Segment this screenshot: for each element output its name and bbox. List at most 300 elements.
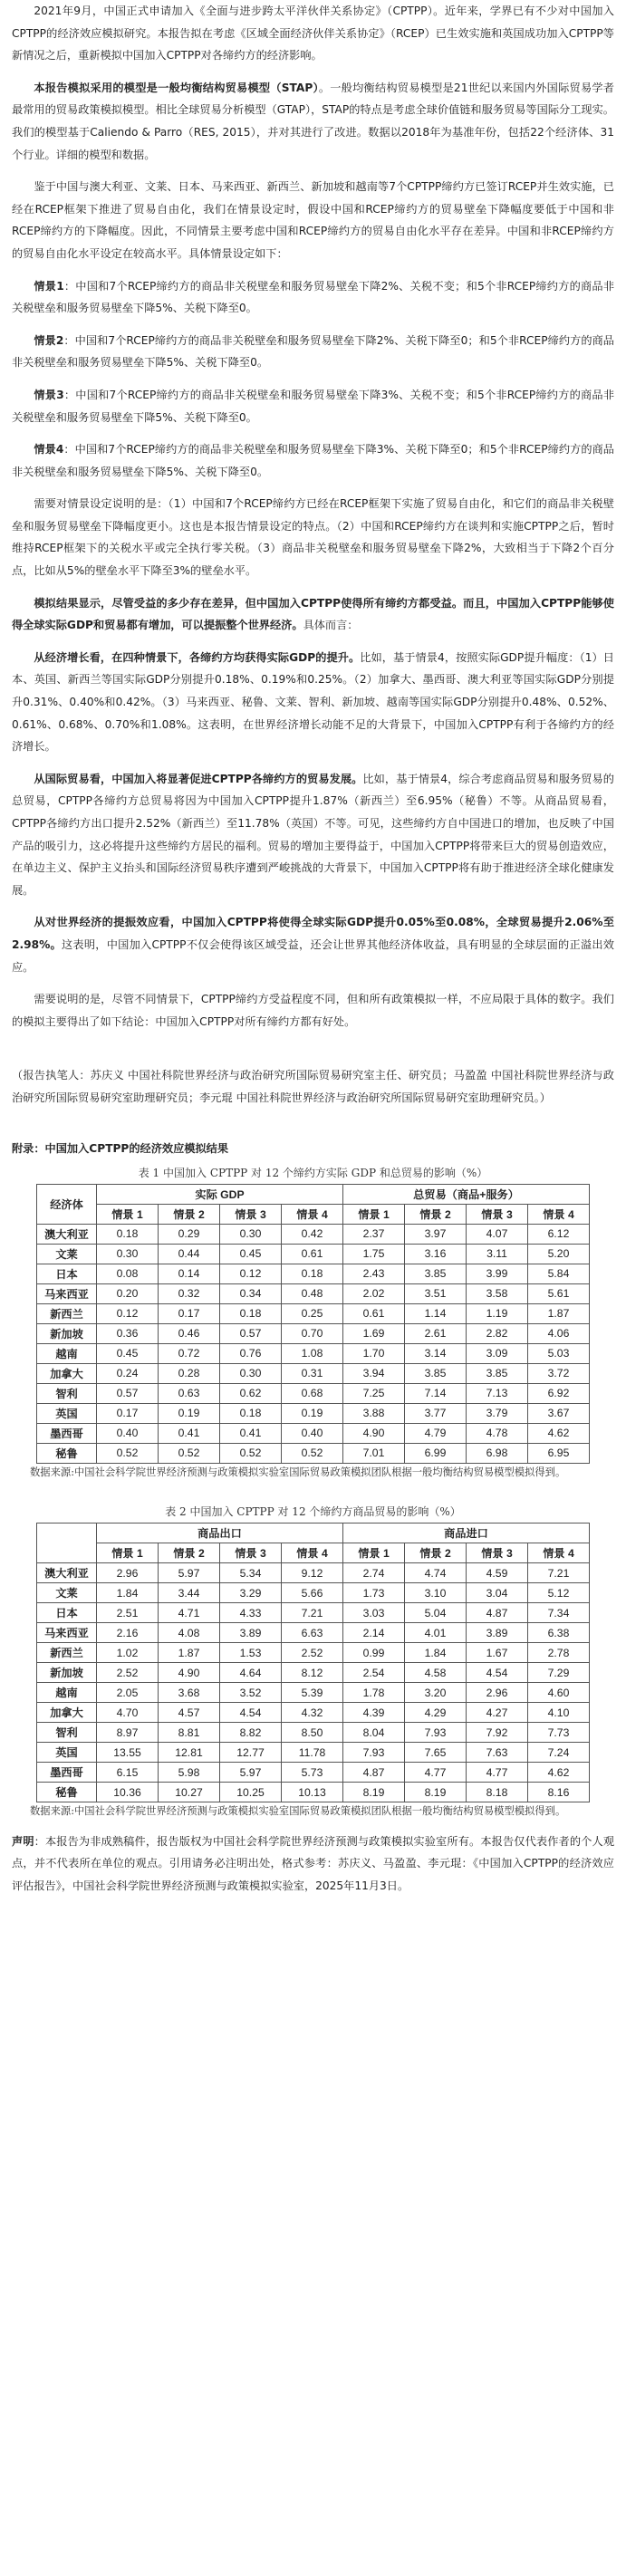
economy-name-cell: 墨西哥 xyxy=(37,1763,97,1783)
value-cell: 0.61 xyxy=(282,1244,343,1264)
value-cell: 0.29 xyxy=(159,1224,220,1244)
value-cell: 4.06 xyxy=(528,1323,590,1343)
value-cell: 2.51 xyxy=(97,1603,159,1623)
value-cell: 9.12 xyxy=(282,1563,343,1583)
table-row xyxy=(37,1583,590,1603)
conclusion-paragraph: 需要说明的是，尽管不同情景下，CPTPP缔约方受益程度不同，但和所有政策模拟一样，不应局限于具体的数字。我们的模拟主要得出了如下结论：中国加入CPTPP对所有缔约方都有好处。 xyxy=(12,993,614,1028)
economy-name-cell: 澳大利亚 xyxy=(37,1563,97,1583)
value-cell: 10.27 xyxy=(159,1783,220,1802)
value-cell: 0.12 xyxy=(97,1303,159,1323)
value-cell: 7.24 xyxy=(528,1743,590,1763)
scenario-label: 情景4 xyxy=(34,443,64,457)
value-cell: 2.78 xyxy=(528,1643,590,1663)
value-cell: 0.31 xyxy=(282,1363,343,1383)
value-cell: 6.12 xyxy=(528,1224,590,1244)
value-cell: 10.13 xyxy=(282,1783,343,1802)
value-cell: 1.69 xyxy=(343,1323,405,1343)
table-row xyxy=(37,1563,590,1583)
value-cell: 4.10 xyxy=(528,1703,590,1723)
value-cell: 5.03 xyxy=(528,1343,590,1363)
economy-name-cell: 新西兰 xyxy=(37,1303,97,1323)
table-row xyxy=(37,1703,590,1723)
value-cell: 2.54 xyxy=(343,1663,405,1683)
summary-body: 具体而言： xyxy=(303,619,359,632)
value-cell: 5.61 xyxy=(528,1283,590,1303)
economy-name-cell: 英国 xyxy=(37,1743,97,1763)
value-cell: 2.02 xyxy=(343,1283,405,1303)
value-cell: 4.27 xyxy=(467,1703,528,1723)
value-cell: 5.66 xyxy=(282,1583,343,1603)
value-cell: 0.19 xyxy=(282,1403,343,1423)
value-cell: 0.18 xyxy=(97,1224,159,1244)
value-cell: 4.33 xyxy=(220,1603,282,1623)
economy-name-cell: 英国 xyxy=(37,1403,97,1423)
value-cell: 7.93 xyxy=(405,1723,467,1743)
table1-body xyxy=(37,1224,590,1463)
scenario-setup-paragraph: 鉴于中国与澳大利亚、文莱、日本、马来西亚、新西兰、新加坡和越南等7个CPTPP缔约方已签订RCEP并生效实施，已经在RCEP框架下推进了贸易自由化，我们在情景设定时，假设中国和RCEP缔约方的贸易壁垒下降幅度要低于中国和非RCEP缔约方的下降幅度。因此，不同情景主要考虑中国和RCEP缔约方的贸易自由化水平存在差异。中国和非RCEP缔约方的贸易自由化水平设定在较高水平。具体情景设定如下： xyxy=(12,180,614,260)
value-cell: 3.94 xyxy=(343,1363,405,1383)
value-cell: 2.43 xyxy=(343,1264,405,1283)
table-row xyxy=(37,1303,590,1323)
declaration-label: 声明 xyxy=(12,1834,34,1848)
scenario-paragraph xyxy=(12,275,614,320)
table-row xyxy=(37,1343,590,1363)
value-cell: 0.18 xyxy=(220,1403,282,1423)
economy-name-cell: 越南 xyxy=(37,1683,97,1703)
value-cell: 0.52 xyxy=(282,1443,343,1463)
economy-name-cell: 越南 xyxy=(37,1343,97,1363)
value-cell: 1.53 xyxy=(220,1643,282,1663)
value-cell: 0.40 xyxy=(282,1423,343,1443)
value-cell: 0.32 xyxy=(159,1283,220,1303)
economy-name-cell: 文莱 xyxy=(37,1244,97,1264)
value-cell: 7.13 xyxy=(467,1383,528,1403)
value-cell: 0.30 xyxy=(97,1244,159,1264)
value-cell: 1.87 xyxy=(528,1303,590,1323)
table-row xyxy=(37,1283,590,1303)
value-cell: 4.79 xyxy=(405,1423,467,1443)
value-cell: 7.29 xyxy=(528,1663,590,1683)
value-cell: 2.52 xyxy=(282,1643,343,1663)
value-cell: 3.67 xyxy=(528,1403,590,1423)
value-cell: 8.97 xyxy=(97,1723,159,1743)
table2-export-header: 商品出口 xyxy=(97,1523,343,1543)
value-cell: 6.95 xyxy=(528,1443,590,1463)
model-paragraph xyxy=(12,77,614,166)
scenario-label: 情景2 xyxy=(34,333,64,347)
value-cell: 8.12 xyxy=(282,1663,343,1683)
scenario-text: ：中国和7个RCEP缔约方的商品非关税壁垒和服务贸易壁垒下降2%、关税不变；和5个非RCEP缔约方的商品非关税壁垒和服务贸易壁垒下降5%、关税下降至0。 xyxy=(12,279,615,315)
value-cell: 3.44 xyxy=(159,1583,220,1603)
value-cell: 0.24 xyxy=(97,1363,159,1383)
value-cell: 6.99 xyxy=(405,1443,467,1463)
value-cell: 4.07 xyxy=(467,1224,528,1244)
table2-caption: 表 2 中国加入 CPTPP 对 12 个缔约方商品贸易的影响（%） xyxy=(165,1505,461,1519)
table-row xyxy=(37,1683,590,1703)
value-cell: 3.99 xyxy=(467,1264,528,1283)
value-cell: 3.11 xyxy=(467,1244,528,1264)
table2 xyxy=(36,1523,590,1802)
growth-paragraph xyxy=(12,647,614,758)
table1-subheader: 情景 3 xyxy=(467,1204,528,1224)
value-cell: 0.99 xyxy=(343,1643,405,1663)
economy-name-cell: 马来西亚 xyxy=(37,1283,97,1303)
value-cell: 3.58 xyxy=(467,1283,528,1303)
value-cell: 3.68 xyxy=(159,1683,220,1703)
value-cell: 0.52 xyxy=(97,1443,159,1463)
table1-subheader: 情景 4 xyxy=(528,1204,590,1224)
economy-name-cell: 秘鲁 xyxy=(37,1443,97,1463)
table1-subheader: 情景 1 xyxy=(343,1204,405,1224)
economy-name-cell: 日本 xyxy=(37,1603,97,1623)
trade-body: 比如，基于情景4，综合考虑商品贸易和服务贸易的总贸易，CPTPP各缔约方总贸易将因为中国加入CPTPP提升1.87%（新西兰）至6.95%（秘鲁）不等。从商品贸易看，CPTPP各缔约方出口提升2.52%（新西兰）至11.78%（英国）不等。可见，这些缔约方自中国进口的增加，也反映了中国产品的吸引力，这必将提升这些缔约方居民的福利。贸易的增加主要得益于，中国加入CPTPP将带来巨大的贸易创造效应，在单边主义、保护主义抬头和国际经济贸易秩序遭到严峻挑战的大背景下，中国加入CPTPP将有助于推进经济全球化健康发展。 xyxy=(12,772,614,897)
value-cell: 7.21 xyxy=(282,1603,343,1623)
table1-trade-header: 总贸易（商品+服务） xyxy=(343,1184,590,1204)
value-cell: 3.16 xyxy=(405,1244,467,1264)
value-cell: 1.87 xyxy=(159,1643,220,1663)
value-cell: 6.63 xyxy=(282,1623,343,1643)
value-cell: 8.82 xyxy=(220,1723,282,1743)
value-cell: 0.72 xyxy=(159,1343,220,1363)
value-cell: 0.52 xyxy=(159,1443,220,1463)
table2-corner-header xyxy=(37,1523,97,1563)
model-lead: 本报告模拟采用的模型是一般均衡结构贸易模型（STAP） xyxy=(34,81,319,94)
summary-paragraph xyxy=(12,592,614,637)
value-cell: 5.12 xyxy=(528,1583,590,1603)
value-cell: 8.50 xyxy=(282,1723,343,1743)
value-cell: 4.90 xyxy=(343,1423,405,1443)
value-cell: 10.36 xyxy=(97,1783,159,1802)
value-cell: 5.84 xyxy=(528,1264,590,1283)
value-cell: 3.97 xyxy=(405,1224,467,1244)
value-cell: 4.74 xyxy=(405,1563,467,1583)
scenario-text: ：中国和7个RCEP缔约方的商品非关税壁垒和服务贸易壁垒下降2%、关税下降至0；和5个非RCEP缔约方的商品非关税壁垒和服务贸易壁垒下降5%、关税下降至0。 xyxy=(12,333,614,370)
value-cell: 2.61 xyxy=(405,1323,467,1343)
value-cell: 0.08 xyxy=(97,1264,159,1283)
value-cell: 4.62 xyxy=(528,1763,590,1783)
value-cell: 4.60 xyxy=(528,1683,590,1703)
value-cell: 1.84 xyxy=(97,1583,159,1603)
scenario-paragraph xyxy=(12,384,614,428)
trade-lead: 从国际贸易看，中国加入将显著促进CPTPP各缔约方的贸易发展。 xyxy=(34,772,363,785)
table1-subheader: 情景 4 xyxy=(282,1204,343,1224)
value-cell: 4.87 xyxy=(343,1763,405,1783)
value-cell: 2.05 xyxy=(97,1683,159,1703)
value-cell: 1.19 xyxy=(467,1303,528,1323)
value-cell: 3.72 xyxy=(528,1363,590,1383)
table2-subheader: 情景 2 xyxy=(405,1543,467,1563)
economy-name-cell: 日本 xyxy=(37,1264,97,1283)
value-cell: 3.85 xyxy=(467,1363,528,1383)
value-cell: 4.08 xyxy=(159,1623,220,1643)
economy-name-cell: 智利 xyxy=(37,1383,97,1403)
table1-subheader: 情景 3 xyxy=(220,1204,282,1224)
value-cell: 7.93 xyxy=(343,1743,405,1763)
value-cell: 2.16 xyxy=(97,1623,159,1643)
value-cell: 0.63 xyxy=(159,1383,220,1403)
table-row xyxy=(37,1783,590,1802)
table-row xyxy=(37,1363,590,1383)
value-cell: 7.65 xyxy=(405,1743,467,1763)
value-cell: 3.52 xyxy=(220,1683,282,1703)
scenario-text: ：中国和7个RCEP缔约方的商品非关税壁垒和服务贸易壁垒下降3%、关税下降至0；和5个非RCEP缔约方的商品非关税壁垒和服务贸易壁垒下降5%、关税下降至0。 xyxy=(12,443,614,478)
declaration-text: ：本报告为非成熟稿件，报告版权为中国社会科学院世界经济预测与政策模拟实验室所有。本报告仅代表作者的个人观点，并不代表所在单位的观点。引用请务必注明出处，格式参考：苏庆义、马盈盈、李元琨：《中国加入CPTPP的经济效应评估报告》，中国社会科学院世界经济预测与政策模拟实验室，2025年11月3日。 xyxy=(12,1834,615,1892)
economy-name-cell: 马来西亚 xyxy=(37,1623,97,1643)
value-cell: 7.73 xyxy=(528,1723,590,1743)
value-cell: 4.57 xyxy=(159,1703,220,1723)
table1-gdp-header: 实际 GDP xyxy=(97,1184,343,1204)
table1-subheader: 情景 2 xyxy=(405,1204,467,1224)
value-cell: 3.51 xyxy=(405,1283,467,1303)
economy-name-cell: 智利 xyxy=(37,1723,97,1743)
value-cell: 0.40 xyxy=(97,1423,159,1443)
value-cell: 2.14 xyxy=(343,1623,405,1643)
growth-body: 比如，基于情景4，按照实际GDP提升幅度：（1）日本、英国、新西兰等国实际GDP分别提升0.18%、0.19%和0.25%。（2）加拿大、墨西哥、澳大利亚等国实际GDP分别提升0.31%、0.40%和0.42%。（3）马来西亚、秘鲁、文莱、智利、新加坡、越南等国实际GDP分别提升0.48%、0.52%、0.61%、0.68%、0.70%和1.08%。这表明，在世界经济增长动能不足的大背景下，中国加入CPTPP有利于各缔约方的经济增长。 xyxy=(12,650,614,754)
value-cell: 5.97 xyxy=(220,1763,282,1783)
value-cell: 4.78 xyxy=(467,1423,528,1443)
value-cell: 4.77 xyxy=(467,1763,528,1783)
world-paragraph xyxy=(12,911,614,978)
table2-subheader: 情景 2 xyxy=(159,1543,220,1563)
value-cell: 0.17 xyxy=(159,1303,220,1323)
value-cell: 0.18 xyxy=(282,1264,343,1283)
value-cell: 0.44 xyxy=(159,1244,220,1264)
value-cell: 4.54 xyxy=(467,1663,528,1683)
value-cell: 3.29 xyxy=(220,1583,282,1603)
value-cell: 4.71 xyxy=(159,1603,220,1623)
economy-name-cell: 秘鲁 xyxy=(37,1783,97,1802)
value-cell: 2.37 xyxy=(343,1224,405,1244)
scenario-text: ：中国和7个RCEP缔约方的商品非关税壁垒和服务贸易壁垒下降3%、关税不变；和5个非RCEP缔约方的商品非关税壁垒和服务贸易壁垒下降5%、关税下降至0。 xyxy=(12,388,615,424)
value-cell: 0.36 xyxy=(97,1323,159,1343)
value-cell: 7.01 xyxy=(343,1443,405,1463)
value-cell: 4.01 xyxy=(405,1623,467,1643)
value-cell: 8.04 xyxy=(343,1723,405,1743)
table2-import-header: 商品进口 xyxy=(343,1523,590,1543)
table1-subheader: 情景 2 xyxy=(159,1204,220,1224)
value-cell: 4.29 xyxy=(405,1703,467,1723)
value-cell: 7.14 xyxy=(405,1383,467,1403)
table-row xyxy=(37,1383,590,1403)
value-cell: 3.89 xyxy=(467,1623,528,1643)
value-cell: 0.25 xyxy=(282,1303,343,1323)
table-row xyxy=(37,1244,590,1264)
value-cell: 4.58 xyxy=(405,1663,467,1683)
value-cell: 1.70 xyxy=(343,1343,405,1363)
world-lead: 从对世界经济的提振效应看，中国加入CPTPP将使得全球实际GDP提升0.05%至0.08%，全球贸易提升2.06%至2.98%。 xyxy=(12,916,614,951)
value-cell: 0.76 xyxy=(220,1343,282,1363)
value-cell: 0.45 xyxy=(97,1343,159,1363)
declaration xyxy=(12,1831,614,1898)
value-cell: 5.34 xyxy=(220,1563,282,1583)
economy-name-cell: 加拿大 xyxy=(37,1363,97,1383)
summary-lead: 模拟结果显示，尽管受益的多少存在差异，但中国加入CPTPP使得所有缔约方都受益。而且，中国加入CPTPP能够使得全球实际GDP和贸易都有增加，可以提振整个世界经济。 xyxy=(12,596,614,632)
table2-subheader: 情景 1 xyxy=(97,1543,159,1563)
value-cell: 6.92 xyxy=(528,1383,590,1403)
value-cell: 6.38 xyxy=(528,1623,590,1643)
table-row xyxy=(37,1264,590,1283)
value-cell: 0.42 xyxy=(282,1224,343,1244)
economy-name-cell: 澳大利亚 xyxy=(37,1224,97,1244)
table1 xyxy=(36,1184,590,1464)
value-cell: 7.25 xyxy=(343,1383,405,1403)
value-cell: 5.39 xyxy=(282,1683,343,1703)
value-cell: 0.57 xyxy=(220,1323,282,1343)
value-cell: 2.74 xyxy=(343,1563,405,1583)
value-cell: 1.78 xyxy=(343,1683,405,1703)
value-cell: 7.92 xyxy=(467,1723,528,1743)
economy-name-cell: 新加坡 xyxy=(37,1323,97,1343)
value-cell: 0.14 xyxy=(159,1264,220,1283)
table1-subheader: 情景 1 xyxy=(97,1204,159,1224)
value-cell: 0.30 xyxy=(220,1363,282,1383)
value-cell: 12.81 xyxy=(159,1743,220,1763)
value-cell: 12.77 xyxy=(220,1743,282,1763)
value-cell: 7.63 xyxy=(467,1743,528,1763)
value-cell: 3.85 xyxy=(405,1363,467,1383)
value-cell: 10.25 xyxy=(220,1783,282,1802)
table1-source: 数据来源:中国社会科学院世界经济预测与政策模拟实验室国际贸易政策模拟团队根据一般均衡结构贸易模型模拟得到。 xyxy=(30,1466,566,1478)
value-cell: 0.30 xyxy=(220,1224,282,1244)
value-cell: 0.41 xyxy=(220,1423,282,1443)
table2-body xyxy=(37,1563,590,1802)
growth-lead: 从经济增长看，在四种情景下，各缔约方均获得实际GDP的提升。 xyxy=(34,650,361,664)
value-cell: 4.87 xyxy=(467,1603,528,1623)
scenario-label: 情景1 xyxy=(34,279,64,293)
value-cell: 8.19 xyxy=(343,1783,405,1802)
value-cell: 11.78 xyxy=(282,1743,343,1763)
trade-paragraph xyxy=(12,768,614,902)
table-row xyxy=(37,1743,590,1763)
world-body: 这表明，中国加入CPTPP不仅会使得该区域受益，还会让世界其他经济体收益，具有明显的全球层面的正溢出效应。 xyxy=(12,937,614,974)
value-cell: 3.09 xyxy=(467,1343,528,1363)
table1-caption: 表 1 中国加入 CPTPP 对 12 个缔约方实际 GDP 和总贸易的影响（%） xyxy=(138,1166,488,1179)
value-cell: 4.77 xyxy=(405,1763,467,1783)
value-cell: 1.73 xyxy=(343,1583,405,1603)
value-cell: 6.98 xyxy=(467,1443,528,1463)
table2-subheader: 情景 1 xyxy=(343,1543,405,1563)
value-cell: 8.18 xyxy=(467,1783,528,1802)
scenario-paragraph xyxy=(12,330,614,374)
economy-name-cell: 新西兰 xyxy=(37,1643,97,1663)
value-cell: 1.84 xyxy=(405,1643,467,1663)
value-cell: 0.52 xyxy=(220,1443,282,1463)
table-row xyxy=(37,1643,590,1663)
value-cell: 4.54 xyxy=(220,1703,282,1723)
value-cell: 5.73 xyxy=(282,1763,343,1783)
value-cell: 4.90 xyxy=(159,1663,220,1683)
value-cell: 3.77 xyxy=(405,1403,467,1423)
table-row xyxy=(37,1403,590,1423)
value-cell: 1.14 xyxy=(405,1303,467,1323)
value-cell: 5.20 xyxy=(528,1244,590,1264)
table1-subheader-row xyxy=(37,1204,590,1224)
value-cell: 0.62 xyxy=(220,1383,282,1403)
value-cell: 3.14 xyxy=(405,1343,467,1363)
value-cell: 4.64 xyxy=(220,1663,282,1683)
intro-paragraph: 2021年9月，中国正式申请加入《全面与进步跨太平洋伙伴关系协定》（CPTPP）。近年来，学界已有不少对中国加入CPTPP的经济效应模拟研究。本报告拟在考虑《区域全面经济伙伴关系协定》（RCEP）已生效实施和英国成功加入CPTPP等新情况之后，重新模拟中国加入CPTPP对各缔约方的经济影响。 xyxy=(12,5,614,62)
table-row xyxy=(37,1443,590,1463)
value-cell: 2.96 xyxy=(97,1563,159,1583)
value-cell: 3.20 xyxy=(405,1683,467,1703)
scenario-notes-paragraph: 需要对情景设定说明的是：（1）中国和7个RCEP缔约方已经在RCEP框架下实施了贸易自由化，和它们的商品非关税壁垒和服务贸易壁垒下降幅度更小。这也是本报告情景设定的特点。（2）中国和RCEP缔约方在谈判和实施CPTPP之后，暂时维持RCEP框架下的关税水平或完全执行零关税。（3）商品非关税壁垒和服务贸易壁垒下降2%，大致相当于下降2个百分点，比如从5%的壁垒水平下降至3%的壁垒水平。 xyxy=(12,497,614,578)
value-cell: 5.98 xyxy=(159,1763,220,1783)
value-cell: 2.52 xyxy=(97,1663,159,1683)
scenario-label: 情景3 xyxy=(34,388,64,401)
value-cell: 0.70 xyxy=(282,1323,343,1343)
value-cell: 0.61 xyxy=(343,1303,405,1323)
value-cell: 0.48 xyxy=(282,1283,343,1303)
table-row xyxy=(37,1763,590,1783)
value-cell: 8.16 xyxy=(528,1783,590,1802)
value-cell: 8.19 xyxy=(405,1783,467,1802)
economy-name-cell: 文莱 xyxy=(37,1583,97,1603)
value-cell: 3.79 xyxy=(467,1403,528,1423)
value-cell: 1.08 xyxy=(282,1343,343,1363)
value-cell: 4.59 xyxy=(467,1563,528,1583)
value-cell: 0.28 xyxy=(159,1363,220,1383)
value-cell: 13.55 xyxy=(97,1743,159,1763)
table-row xyxy=(37,1323,590,1343)
scenario-paragraph xyxy=(12,438,614,483)
value-cell: 3.03 xyxy=(343,1603,405,1623)
table-row xyxy=(37,1623,590,1643)
table2-subheader: 情景 4 xyxy=(528,1543,590,1563)
table-row xyxy=(37,1603,590,1623)
table-row xyxy=(37,1224,590,1244)
table2-subheader: 情景 3 xyxy=(467,1543,528,1563)
value-cell: 0.57 xyxy=(97,1383,159,1403)
value-cell: 0.20 xyxy=(97,1283,159,1303)
authors-note: （报告执笔人：苏庆义 中国社科院世界经济与政治研究所国际贸易研究室主任、研究员；马盈盈 中国社科院世界经济与政治研究所国际贸易研究室助理研究员；李元琨 中国社科院世界经济与政治研究所国际贸易研究室助理研究员。） xyxy=(12,1069,614,1104)
value-cell: 0.34 xyxy=(220,1283,282,1303)
value-cell: 4.32 xyxy=(282,1703,343,1723)
value-cell: 3.85 xyxy=(405,1264,467,1283)
value-cell: 7.21 xyxy=(528,1563,590,1583)
value-cell: 0.45 xyxy=(220,1244,282,1264)
value-cell: 7.34 xyxy=(528,1603,590,1623)
scenario-list xyxy=(12,275,614,484)
table-row xyxy=(37,1423,590,1443)
value-cell: 3.04 xyxy=(467,1583,528,1603)
appendix-title: 附录：中国加入CPTPP的经济效应模拟结果 xyxy=(12,1141,229,1155)
table-row xyxy=(37,1723,590,1743)
table1-corner-header: 经济体 xyxy=(37,1184,97,1224)
value-cell: 2.82 xyxy=(467,1323,528,1343)
value-cell: 3.10 xyxy=(405,1583,467,1603)
value-cell: 0.12 xyxy=(220,1264,282,1283)
economy-name-cell: 新加坡 xyxy=(37,1663,97,1683)
economy-name-cell: 加拿大 xyxy=(37,1703,97,1723)
value-cell: 1.75 xyxy=(343,1244,405,1264)
economy-name-cell: 墨西哥 xyxy=(37,1423,97,1443)
table2-source: 数据来源:中国社会科学院世界经济预测与政策模拟实验室国际贸易政策模拟团队根据一般均衡结构贸易模型模拟得到。 xyxy=(30,1805,566,1818)
value-cell: 3.89 xyxy=(220,1623,282,1643)
model-body: 。一般均衡结构贸易模型是21世纪以来国内外国际贸易学者最常用的贸易政策模拟模型。相比全球贸易分析模型（GTAP），STAP的特点是考虑全球价值链和服务贸易等国际分工现实。我们的模型基于Caliendo & Parro（RES, 2015），并对其进行了改进。数据以2018年为基准年份，包括22个经济体、31个行业。详细的模型和数据。 xyxy=(12,81,614,161)
value-cell: 3.88 xyxy=(343,1403,405,1423)
table-row xyxy=(37,1663,590,1683)
value-cell: 0.17 xyxy=(97,1403,159,1423)
value-cell: 5.04 xyxy=(405,1603,467,1623)
value-cell: 8.81 xyxy=(159,1723,220,1743)
value-cell: 0.46 xyxy=(159,1323,220,1343)
value-cell: 5.97 xyxy=(159,1563,220,1583)
value-cell: 1.67 xyxy=(467,1643,528,1663)
value-cell: 0.19 xyxy=(159,1403,220,1423)
value-cell: 4.62 xyxy=(528,1423,590,1443)
value-cell: 4.39 xyxy=(343,1703,405,1723)
table2-subheader: 情景 4 xyxy=(282,1543,343,1563)
